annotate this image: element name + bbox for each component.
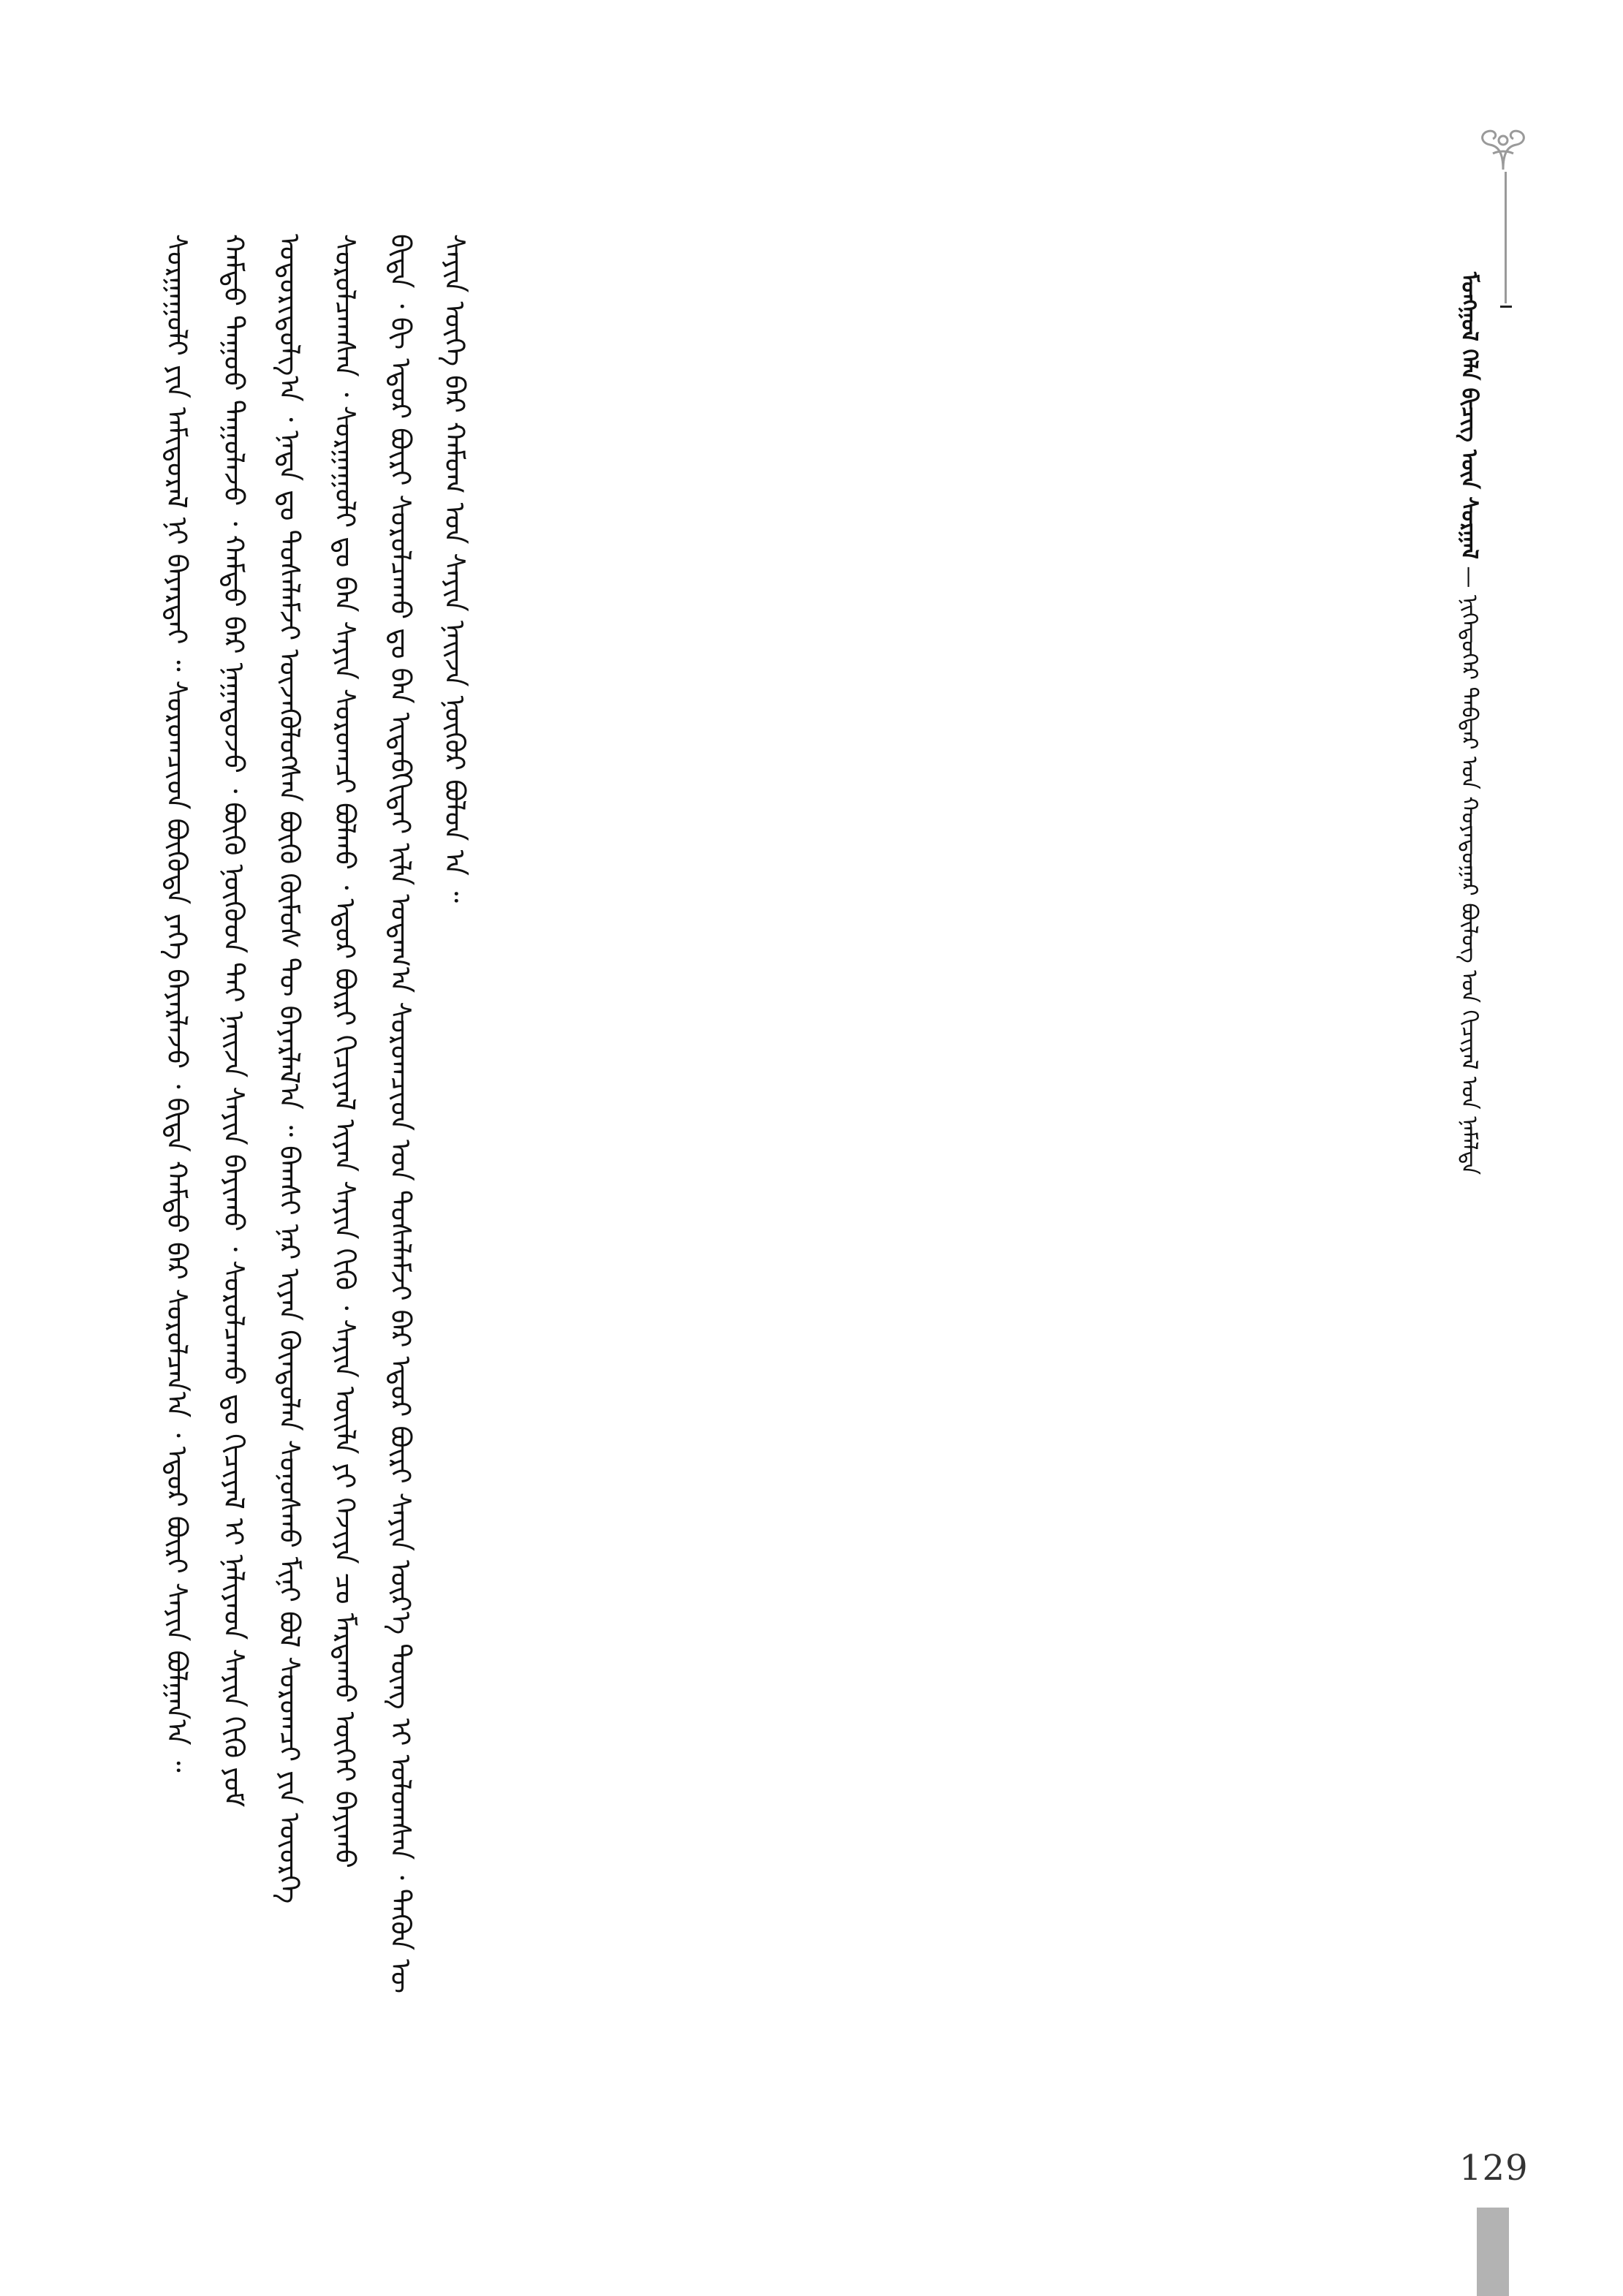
text-column: ᠰᠤᠷᠤᠯᠴᠠᠭᠰᠠᠨ ᠂ ᠰᠤᠷᠭᠠᠭᠤᠯᠢ ᠳᠤ ᠪᠡᠨ ᠰᠠᠶᠢᠨ ᠰᠤᠷᠤᠭᠴᠢ ᠪᠣᠯᠬᠤ ᠂ ᠡᠳᠦᠷ ᠪᠦᠷᠢ ᠬᠢᠴᠢᠶᠡᠯ ᠢᠶᠡᠨ ᠰᠠᠶᠢᠨ ᠬᠢᠬᠦ ᠂ ᠰᠠᠶᠢᠨ ᠦᠢᠯᠡ ᠶᠢ ᠬᠡᠵᠢᠶᠡ ᠴᠤ ᠮᠠᠷᠲᠠᠬᠤ ᠦᠭᠡᠢ ᠪᠠᠶᠢᠬᠤ xyxy=(329,234,361,1868)
running-head-subtitle: — ᠨᠢᠭᠡᠳᠦᠭᠡᠷ ᠳᠡᠪᠲᠡᠷ ᠤᠨ ᠬᠣᠶᠠᠳᠤᠭᠠᠷ ᠪᠦᠯᠦᠭ ᠤᠨ ᠬᠢᠴᠢᠶᠡᠯ ᠤᠨ ᠨᠡᠮᠡᠯᠲᠡ xyxy=(1456,566,1482,1175)
text-column: ᠬᠠᠮᠲᠤ ᠳᠠᠭᠤᠤ ᠳᠠᠭᠤᠯᠠᠵᠤ ᠂ ᠬᠠᠮᠲᠤ ᠪᠡᠷ ᠨᠠᠭᠠᠳᠤᠵᠤ ᠂ ᠪᠦᠬᠦ ᠨᠥᠬᠦᠳ ᠲᠡᠢ ᠨᠠᠢᠵᠠ ᠰᠠᠶᠢᠨ ᠪᠠᠶᠢᠬᠤ ᠂ ᠰᠤᠷᠤᠯᠴᠠᠬᠤ ᠳᠤ ᠬᠢᠴᠢᠶᠡᠯ ᠢ ᠨᠡᠯᠢᠶᠡᠳ ᠰᠠᠶᠢᠨ ᠬᠢᠬᠦ ᠶᠤᠮ xyxy=(218,234,250,1808)
running-head xyxy=(1455,272,1483,1175)
body-text xyxy=(161,234,471,2032)
text-column: ᠤᠳᠤᠷᠢᠳᠤᠯᠭ᠎ᠠ ᠂ ᠨᠠᠳᠠ ᠳᠤ ᠲᠤᠰᠠᠯᠠᠮᠵᠢ ᠦᠵᠡᠭᠦᠯᠦᠭᠰᠡᠨ ᠪᠦᠬᠦ ᠬᠦᠮᠦᠰ ᠲᠦ ᠪᠠᠶᠠᠷᠯᠠᠯ᠎ᠠ ᠃ ᠪᠠᠭᠰᠢ ᠨᠠᠷ ᠢᠶᠠᠨ ᠬᠦᠨᠳᠦᠯᠡᠨ ᠰᠣᠨᠣᠰᠬᠤ ᠮᠢᠨᠢ ᠪᠣᠯ ᠰᠤᠷᠤᠭᠴᠢ ᠶᠢᠨ ᠦᠦᠷᠭᠡ xyxy=(273,234,306,1904)
thumb-tab xyxy=(1477,2208,1509,2296)
scroll-flourish-icon xyxy=(1471,124,1529,175)
page-number: 129 xyxy=(1459,2148,1529,2189)
text-column: ᠰᠠᠶᠢᠨ ᠦᠭᠡ ᠪᠠᠷ ᠬᠠᠮᠤᠭ ᠤᠨ ᠰᠠᠶᠢᠨ ᠨᠠᠢᠵᠠ ᠨᠥᠬᠦᠷ ᠪᠣᠯᠤᠨ ᠠ ᠃ xyxy=(439,234,471,903)
header-dash xyxy=(1500,306,1512,308)
header-rule xyxy=(1505,172,1507,303)
running-head-title: ᠮᠣᠩᠭᠣᠯ ᠬᠡᠯᠡ ᠪᠢᠴᠢᠭ ᠦᠨ ᠰᠤᠷᠭᠠᠯ xyxy=(1456,272,1482,559)
text-column: ᠪᠢᠳᠡ ᠂ ᠪᠢ ᠡᠳᠦᠷ ᠪᠦᠷᠢ ᠰᠤᠷᠤᠯᠴᠠᠬᠤ ᠳᠤ ᠪᠡᠨ ᠢᠳᠡᠪᠬᠢᠲᠡᠶ ᠢᠯᠡ ᠤᠳᠠᠭ᠎ᠠ ᠰᠤᠷᠤᠭᠴᠢᠳ ᠤᠨ ᠲᠤᠰᠠᠯᠠᠮᠵᠢ ᠪᠡᠷ ᠡᠳᠦᠷ ᠪᠦᠷᠢ ᠰᠠᠶᠢᠨ ᠦᠷ᠎ᠡ ᠳᠦᠩ ᠢ ᠣᠯᠤᠭᠰᠠᠨ ᠂ ᠲᠡᠭᠦᠨ ᠦ xyxy=(385,234,417,1994)
text-column: ᠰᠤᠷᠭᠠᠭᠤᠯᠢ ᠶᠢᠨ ᠠᠮᠢᠳᠤᠷᠠᠯ ᠨᠢ ᠪᠠᠶᠠᠷᠲᠠᠢ ᠃ ᠰᠤᠷᠤᠭᠴᠢᠳ ᠪᠦᠭᠦᠳᠡ ᠶᠡᠬᠡ ᠪᠠᠶᠠᠷᠯᠠᠵᠤ ᠂ ᠪᠢᠳᠡ ᠬᠠᠮᠲᠤ ᠪᠡᠷ ᠰᠤᠷᠤᠯᠴᠠᠨ᠎ᠠ ᠂ ᠡᠳᠦᠷ ᠪᠦᠷᠢ ᠰᠠᠶᠢᠨ ᠪᠣᠯᠭᠠᠨ᠎ᠠ ᠃ xyxy=(161,234,193,1773)
